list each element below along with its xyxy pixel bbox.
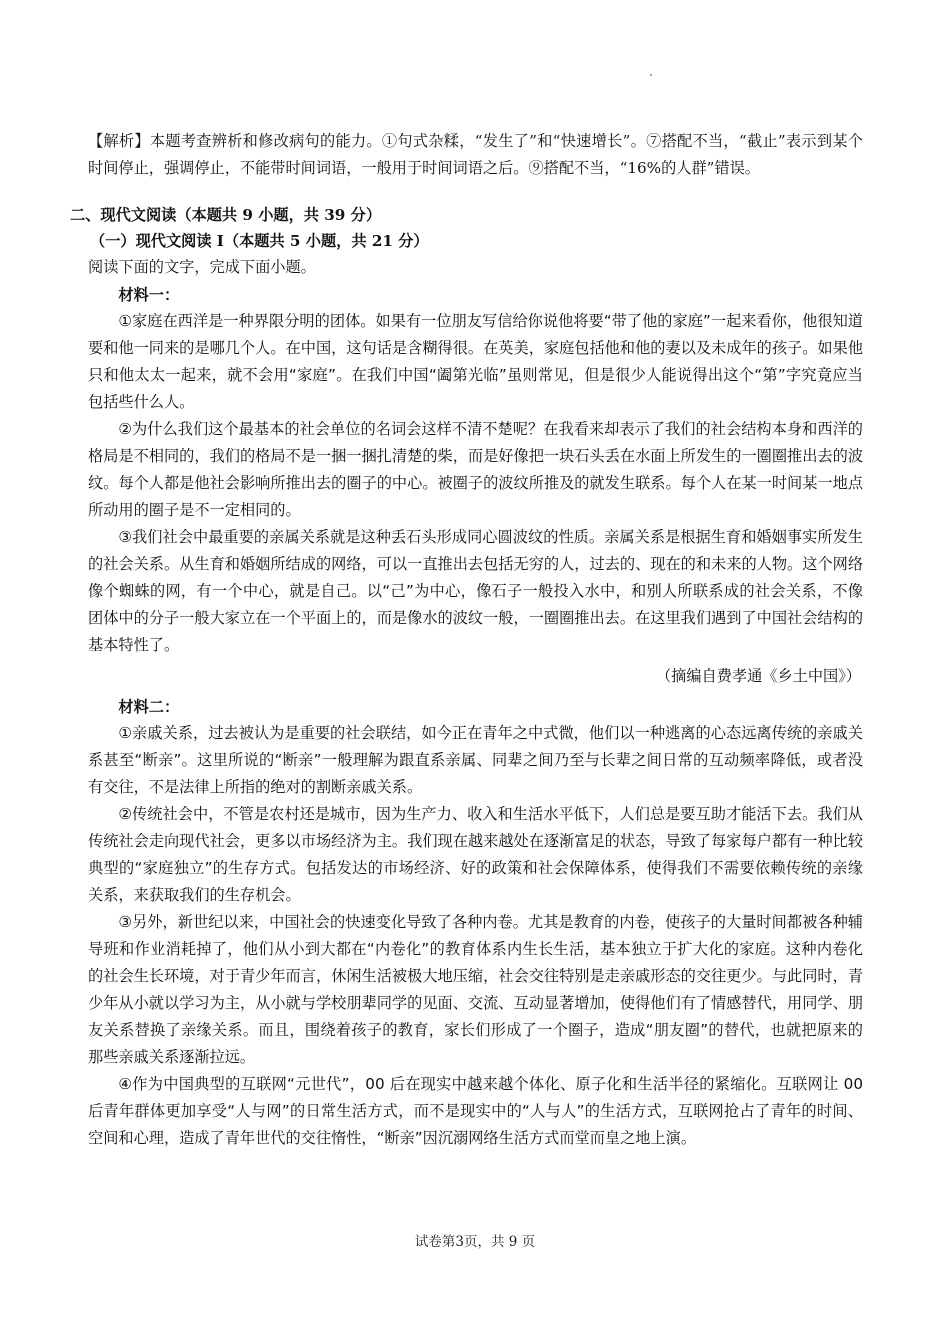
reading-instruction: 阅读下面的文字，完成下面小题。 — [88, 258, 316, 276]
page-content — [70, 128, 863, 1152]
material-two-paragraph: ④作为中国典型的互联网“元世代”，00 后在现实中越来越个体化、原子化和生活半径的紧缩化。互联网让 00 后青年群体更加享受“人与网”的日常生活方式，而不是现实中的“人与人”的生活方式，互联网抢占了青年的时间、空间和心理，造成了青年世代的交往惰性，“断亲”因沉溺网络生活方式而堂而皇之地上演。 — [88, 1075, 863, 1147]
material-two-label: 材料二： — [118, 698, 180, 716]
material-two-paragraph: ③另外，新世纪以来，中国社会的快速变化导致了各种内卷。尤其是教育的内卷，使孩子的大量时间都被各种辅导班和作业消耗掉了，他们从小到大都在“内卷化”的教育体系内生长生活，基本独立于扩大化的家庭。这种内卷化的社会生长环境，对于青少年而言，休闲生活被极大地压缩，社会交往特别是走亲戚形态的交往更少。与此同时，青少年从小就以学习为主，从小就与学校朋辈同学的见面、交流、互动显著增加，使得他们有了情感替代，用同学、朋友关系替换了亲缘关系。而且，围绕着孩子的教育，家长们形成了一个圈子，造成“朋友圈”的替代，也就把原来的那些亲戚关系逐渐拉远。 — [88, 913, 863, 1066]
page-footer: 试卷第3页，共 9 页 — [414, 1234, 536, 1250]
material-one-paragraph: ①家庭在西洋是一种界限分明的团体。如果有一位朋友写信给你说他将要“带了他的家庭”一起来看你，他很知道要和他一同来的是哪几个人。在中国，这句话是含糊得很。在英美，家庭包括他和他的妻以及未成年的孩子。如果他只和他太太一起来，就不会用“家庭”。在我们中国“阖第光临”虽则常见，但是很少人能说得出这个“第”字究竟应当包括些什么人。 — [88, 312, 863, 411]
page-speck — [650, 74, 652, 76]
material-one-paragraph: ②为什么我们这个最基本的社会单位的名词会这样不清不楚呢？在我看来却表示了我们的社会结构本身和西洋的格局是不相同的，我们的格局不是一捆一捆扎清楚的柴，而是好像把一块石头丢在水面上所发生的一圈圈推出去的波纹。每个人都是他社会影响所推出去的圈子的中心。被圈子的波纹所推及的就发生联系。每个人在某一时间某一地点所动用的圈子是不一定相同的。 — [88, 420, 863, 519]
material-one-label: 材料一： — [118, 286, 180, 304]
subsection-title: （一）现代文阅读 I（本题共 5 小题，共 21 分） — [90, 232, 429, 250]
section-title: 二、现代文阅读（本题共 9 小题，共 39 分） — [70, 206, 382, 224]
material-two-paragraph: ②传统社会中，不管是农村还是城市，因为生产力、收入和生活水平低下，人们总是要互助才能活下去。我们从传统社会走向现代社会，更多以市场经济为主。我们现在越来越处在逐渐富足的状态，导致了每家每户都有一种比较典型的“家庭独立”的生存方式。包括发达的市场经济、好的政策和社会保障体系，使得我们不需要依赖传统的亲缘关系，来获取我们的生存机会。 — [88, 805, 863, 904]
material-two-paragraph: ①亲戚关系，过去被认为是重要的社会联结，如今正在青年之中式微，他们以一种逃离的心态远离传统的亲戚关系甚至“断亲”。这里所说的“断亲”一般理解为跟直系亲属、同辈之间乃至与长辈之间日常的互动频率降低，或者没有交往，不是法律上所指的绝对的割断亲戚关系。 — [88, 724, 863, 796]
analysis-paragraph: 【解析】本题考查辨析和修改病句的能力。①句式杂糅，“发生了”和“快速增长”。⑦搭配不当，“截止”表示到某个时间停止，强调停止，不能带时间词语，一般用于时间词语之后。⑨搭配不当，“16%的人群”错误。 — [88, 132, 863, 177]
material-one-source: （摘编自费孝通《乡土中国》） — [655, 667, 861, 685]
material-one-paragraph: ③我们社会中最重要的亲属关系就是这种丢石头形成同心圆波纹的性质。亲属关系是根据生育和婚姻事实所发生的社会关系。从生育和婚姻所结成的网络，可以一直推出去包括无穷的人，过去的、现在的和未来的人物。这个网络像个蜘蛛的网，有一个中心，就是自己。以“己”为中心，像石子一般投入水中，和别人所联系成的社会关系，不像团体中的分子一般大家立在一个平面上的，而是像水的波纹一般，一圈圈推出去。在这里我们遇到了中国社会结构的基本特性了。 — [88, 528, 863, 654]
